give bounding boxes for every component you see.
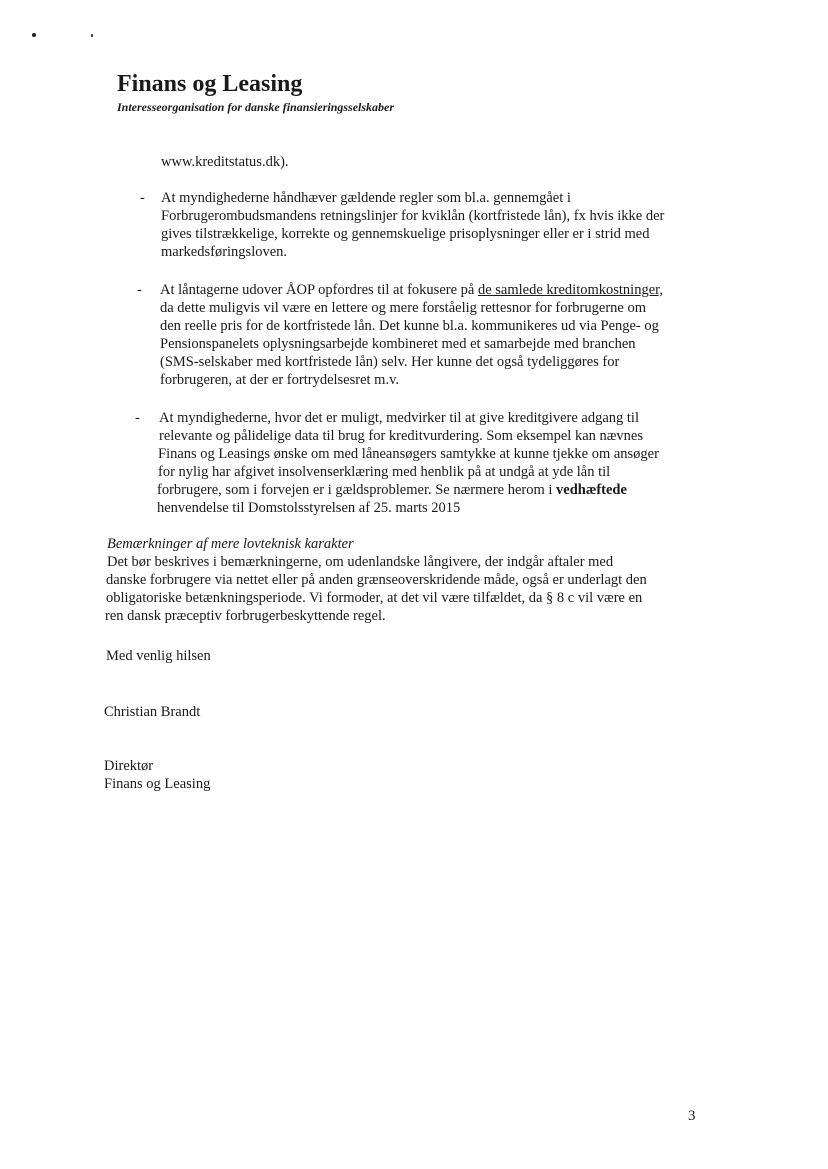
signer-title: Direktør bbox=[104, 758, 154, 774]
org-subtitle: Interesseorganisation for danske finansieringsselskaber bbox=[117, 100, 395, 114]
bullet-3-line: henvendelse til Domstolsstyrelsen af 25. marts 2015 bbox=[157, 500, 461, 516]
bullet-1-line: gives tilstrækkelige, korrekte og gennemskuelige prisoplysninger eller er i strid med bbox=[161, 226, 650, 242]
bullet-2-line bbox=[160, 281, 663, 299]
bullet-2-line: den reelle pris for de kortfristede lån. Det kunne bl.a. kommunikeres ud via Penge- og bbox=[160, 318, 659, 334]
bullet-3-line bbox=[157, 481, 627, 499]
bullet-2-line: (SMS-selskaber med kortfristede lån) selv. Her kunne det også tydeliggøres for bbox=[160, 354, 620, 370]
bullet-3-line: At myndighederne, hvor det er muligt, medvirker til at give kreditgivere adgang til bbox=[159, 410, 639, 426]
continuation-text: www.kreditstatus.dk). bbox=[161, 154, 289, 170]
bullet-dash: - bbox=[140, 190, 145, 206]
section-line: obligatoriske betænkningsperiode. Vi formoder, at det vil være tilfældet, da § 8 c vil være en bbox=[106, 590, 643, 606]
section-line: danske forbrugere via nettet eller på anden grænseoverskridende måde, også er underlagt den bbox=[106, 572, 647, 588]
bullet-3-line: relevante og pålidelige data til brug for kreditvurdering. Som eksempel kan nævnes bbox=[159, 428, 644, 444]
bullet-1-line: At myndighederne håndhæver gældende regler som bl.a. gennemgået i bbox=[161, 190, 571, 206]
bullet-3-line: Finans og Leasings ønske om med låneansøgers samtykke at kunne tjekke om ansøger bbox=[158, 446, 659, 462]
section-line: Det bør beskrives i bemærkningerne, om udenlandske långivere, der indgår aftaler med bbox=[107, 554, 614, 570]
bullet-3-line: for nylig har afgivet insolvenserklæring med henblik på at undgå at yde lån til bbox=[158, 464, 611, 480]
section-line: ren dansk præceptiv forbrugerbeskyttende regel. bbox=[105, 608, 386, 624]
page-number: 3 bbox=[688, 1108, 696, 1124]
bullet-2-line: da dette muligvis vil være en lettere og mere forståelig rettesnor for forbrugerne om bbox=[160, 300, 646, 316]
section-heading: Bemærkninger af mere lovteknisk karakter bbox=[107, 536, 354, 552]
bullet-2-line: forbrugeren, at der er fortrydelsesret m.v. bbox=[160, 372, 400, 388]
bold-word: vedhæftede bbox=[556, 482, 627, 498]
bullet-1-line: markedsføringsloven. bbox=[161, 244, 288, 260]
org-name: Finans og Leasing bbox=[117, 71, 303, 97]
bullet-2-line-text: At låntagerne udover ÅOP opfordres til at fokusere på bbox=[160, 282, 478, 298]
scan-speck bbox=[32, 33, 36, 37]
bullet-3-line-text: forbrugere, som i forvejen er i gældsproblemer. Se nærmere herom i bbox=[157, 482, 557, 498]
closing-greeting: Med venlig hilsen bbox=[106, 648, 211, 664]
bullet-dash: - bbox=[135, 410, 140, 426]
underlined-phrase: de samlede kreditomkostninger, bbox=[477, 282, 664, 298]
signer-name: Christian Brandt bbox=[104, 704, 201, 720]
bullet-1-line: Forbrugerombudsmandens retningslinjer for kviklån (kortfristede lån), fx hvis ikke der bbox=[161, 208, 665, 224]
signer-org: Finans og Leasing bbox=[104, 776, 211, 792]
bullet-dash: - bbox=[137, 282, 142, 298]
bullet-2-line: Pensionspanelets oplysningsarbejde kombineret med et samarbejde med branchen bbox=[160, 336, 636, 352]
scan-speck bbox=[91, 34, 93, 37]
